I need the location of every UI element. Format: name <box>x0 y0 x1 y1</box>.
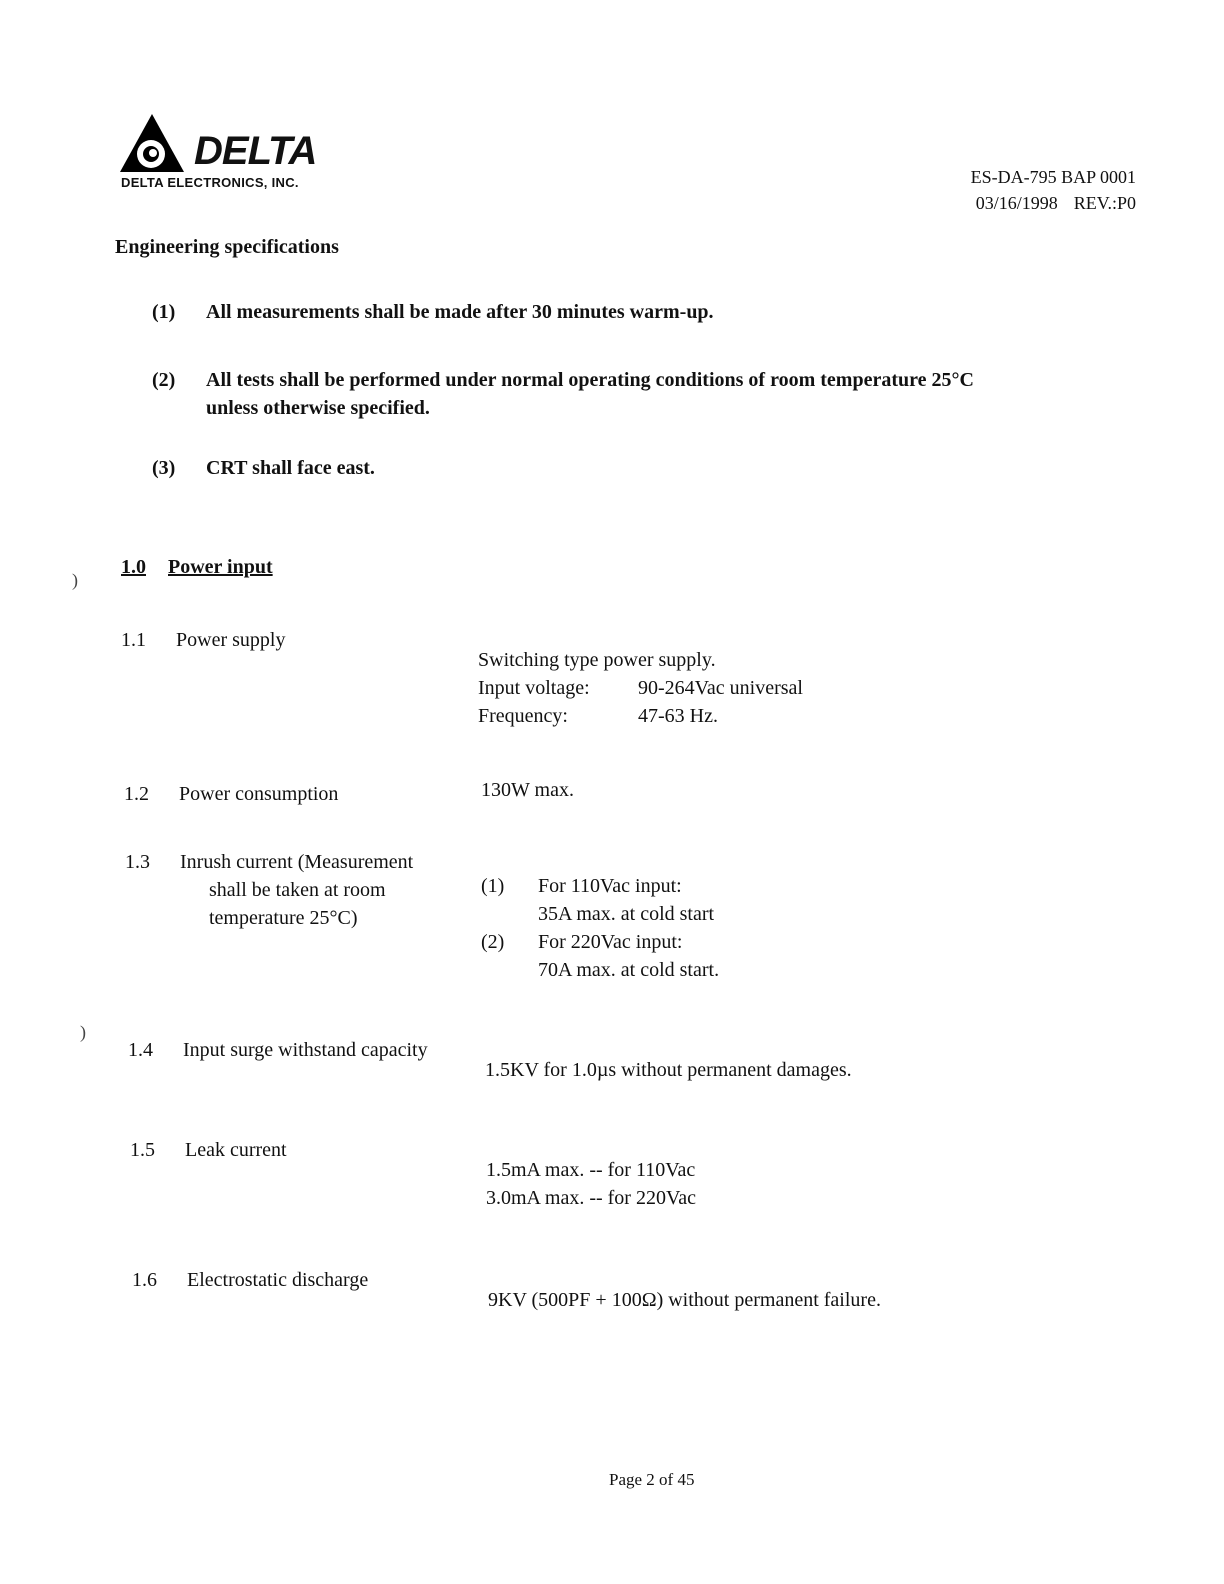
item-label: Input surge withstand capacity <box>183 1039 428 1061</box>
doc-date-revision <box>971 190 1136 216</box>
item-label-continued: temperature 25°C) <box>209 907 358 929</box>
frequency-label: Frequency: <box>478 705 568 727</box>
document-reference <box>971 164 1136 216</box>
power-supply-value <box>478 646 803 730</box>
sub-line: 70A max. at cold start. <box>538 959 720 981</box>
frequency-row <box>478 702 803 730</box>
doc-revision: REV.:P0 <box>1073 193 1136 213</box>
page-title: Engineering specifications <box>115 236 339 258</box>
input-surge-value: 1.5KV for 1.0µs without permanent damages. <box>485 1059 852 1081</box>
item-number: 1.4 <box>128 1039 153 1061</box>
logo-wordmark: DELTA <box>194 129 317 173</box>
power-consumption-value: 130W max. <box>481 779 574 801</box>
item-number: 1.5 <box>130 1139 155 1161</box>
item-label: Leak current <box>185 1139 287 1161</box>
page-number: Page 2 of 45 <box>609 1470 695 1489</box>
sub-line: For 220Vac input: <box>538 931 683 953</box>
item-number: 1.3 <box>125 851 150 873</box>
margin-mark: ) <box>80 1022 86 1042</box>
note-text: CRT shall face east. <box>206 457 375 479</box>
note-number: (1) <box>152 301 176 323</box>
note-number: (2) <box>152 369 176 391</box>
margin-mark: ) <box>72 570 78 590</box>
item-label-continued: shall be taken at room <box>209 879 386 901</box>
leak-line: 1.5mA max. -- for 110Vac <box>486 1159 696 1181</box>
item-number: 1.2 <box>124 783 149 805</box>
item-label: Electrostatic discharge <box>187 1269 369 1291</box>
input-voltage-label: Input voltage: <box>478 677 590 699</box>
note-number: (3) <box>152 457 176 479</box>
company-name: DELTA ELECTRONICS, INC. <box>121 175 299 190</box>
item-label: Inrush current (Measurement <box>180 851 414 873</box>
note-text-continued: unless otherwise specified. <box>206 397 430 419</box>
item-label: Power consumption <box>179 783 339 805</box>
sub-number: (2) <box>481 931 505 953</box>
electrostatic-discharge-value: 9KV (500PF + 100Ω) without permanent failure. <box>488 1289 881 1311</box>
input-voltage-value: 90-264Vac universal <box>638 677 803 699</box>
item-number: 1.6 <box>132 1269 157 1291</box>
sub-line: 35A max. at cold start <box>538 903 715 925</box>
item-number: 1.1 <box>121 629 146 651</box>
sub-line: For 110Vac input: <box>538 875 682 897</box>
section-title: Power input <box>168 556 273 578</box>
supply-type: Switching type power supply. <box>478 649 716 671</box>
doc-date: 03/16/1998 <box>975 193 1058 213</box>
note-text: All tests shall be performed under normal operating conditions of room temperature 25°C <box>206 369 974 391</box>
frequency-value: 47-63 Hz. <box>638 705 718 727</box>
section-number: 1.0 <box>121 556 146 578</box>
note-text: All measurements shall be made after 30 minutes warm-up. <box>206 301 714 323</box>
leak-line: 3.0mA max. -- for 220Vac <box>486 1187 696 1209</box>
leak-current-value <box>486 1156 696 1212</box>
doc-number: ES-DA-795 BAP 0001 <box>970 167 1136 187</box>
section-heading <box>121 556 273 579</box>
sub-number: (1) <box>481 875 505 897</box>
input-voltage-row <box>478 674 803 702</box>
item-label: Power supply <box>176 629 286 651</box>
